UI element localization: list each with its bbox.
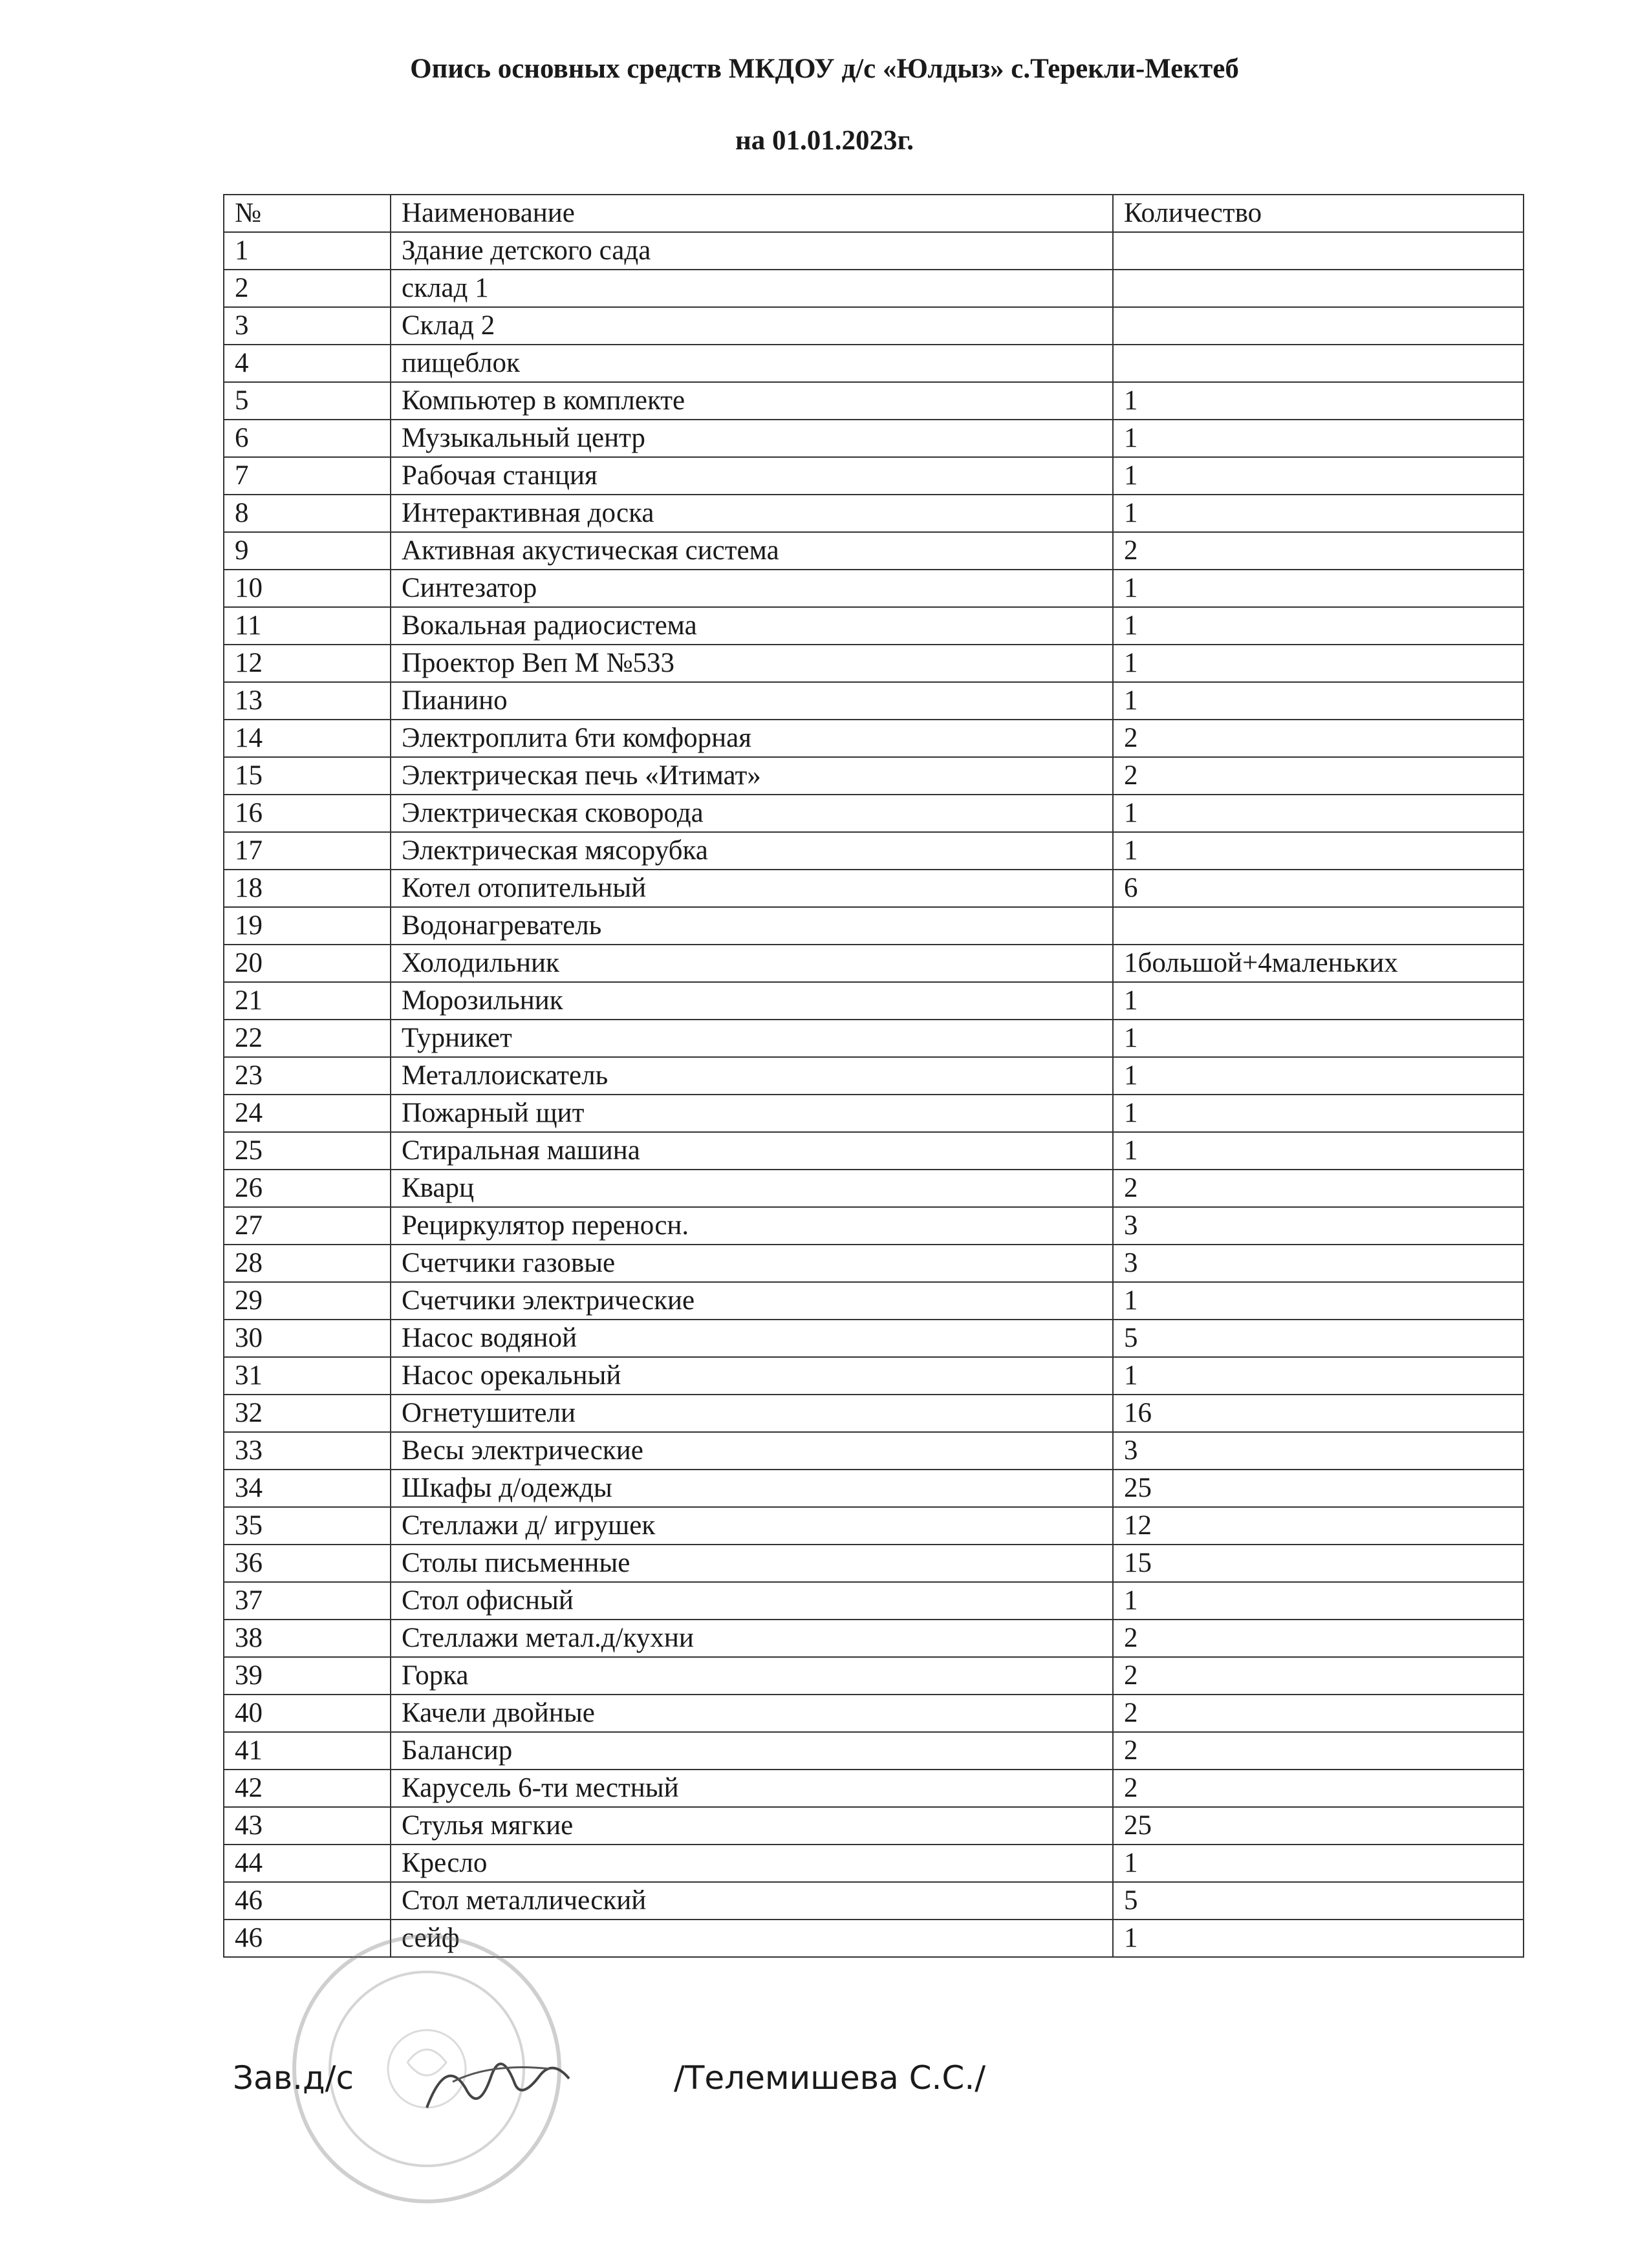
row-number: 18 [224, 870, 391, 907]
row-number: 24 [224, 1095, 391, 1132]
row-quantity: 3 [1113, 1432, 1524, 1470]
row-item-name: пищеблок [391, 345, 1113, 382]
table-row [224, 1620, 1524, 1657]
row-item-name: Электрическая печь «Итимат» [391, 757, 1113, 795]
row-item-name: Электроплита 6ти комфорная [391, 720, 1113, 757]
table-row [224, 757, 1524, 795]
row-item-name: Электрическая мясорубка [391, 832, 1113, 870]
row-quantity: 1 [1113, 1845, 1524, 1882]
table-row [224, 720, 1524, 757]
row-number: 1 [224, 232, 391, 270]
table-row [224, 1545, 1524, 1582]
row-quantity: 1 [1113, 457, 1524, 495]
table-row [224, 345, 1524, 382]
row-number: 29 [224, 1282, 391, 1320]
row-quantity: 2 [1113, 1770, 1524, 1807]
row-item-name: Счетчики газовые [391, 1245, 1113, 1282]
table-row [224, 945, 1524, 982]
table-row [224, 832, 1524, 870]
table-row [224, 1245, 1524, 1282]
row-quantity [1113, 907, 1524, 945]
table-row [224, 1432, 1524, 1470]
row-number: 37 [224, 1582, 391, 1620]
row-item-name: Рабочая станция [391, 457, 1113, 495]
table-header-row [224, 195, 1524, 232]
row-number: 46 [224, 1882, 391, 1920]
table-row [224, 1357, 1524, 1395]
row-quantity: 1 [1113, 382, 1524, 420]
table-row [224, 1470, 1524, 1507]
row-item-name: Здание детского сада [391, 232, 1113, 270]
table-row [224, 1732, 1524, 1770]
row-item-name: Рециркулятор переносн. [391, 1207, 1113, 1245]
row-item-name: Кресло [391, 1845, 1113, 1882]
row-quantity: 2 [1113, 720, 1524, 757]
row-quantity: 25 [1113, 1470, 1524, 1507]
document-title: Опись основных средств МКДОУ д/с «Юлдыз» с.Терекли-Мектеб [410, 54, 1239, 84]
row-item-name: Огнетушители [391, 1395, 1113, 1432]
row-item-name: сейф [391, 1920, 1113, 1957]
table-row [224, 1320, 1524, 1357]
row-number: 6 [224, 420, 391, 457]
row-number: 39 [224, 1657, 391, 1695]
row-number: 35 [224, 1507, 391, 1545]
table-row [224, 607, 1524, 645]
table-row [224, 1207, 1524, 1245]
row-item-name: Насос орекальный [391, 1357, 1113, 1395]
table-row [224, 907, 1524, 945]
table-row [224, 1395, 1524, 1432]
row-number: 26 [224, 1170, 391, 1207]
document-date: на 01.01.2023г. [735, 125, 914, 156]
row-number: 40 [224, 1695, 391, 1732]
table-row [224, 645, 1524, 682]
row-number: 46 [224, 1920, 391, 1957]
row-quantity: 2 [1113, 1732, 1524, 1770]
row-number: 10 [224, 570, 391, 607]
row-number: 16 [224, 795, 391, 832]
table-row [224, 1657, 1524, 1695]
table-row [224, 870, 1524, 907]
row-item-name: Стулья мягкие [391, 1807, 1113, 1845]
row-item-name: Металлоискатель [391, 1057, 1113, 1095]
row-number: 43 [224, 1807, 391, 1845]
row-quantity: 5 [1113, 1320, 1524, 1357]
row-quantity: 1большой+4маленьких [1113, 945, 1524, 982]
col-header-name: Наименование [391, 195, 1113, 232]
row-quantity: 2 [1113, 1620, 1524, 1657]
table-row [224, 232, 1524, 270]
table-row [224, 382, 1524, 420]
row-item-name: Синтезатор [391, 570, 1113, 607]
table-row [224, 420, 1524, 457]
row-quantity: 1 [1113, 1357, 1524, 1395]
table-row [224, 1770, 1524, 1807]
row-quantity: 1 [1113, 795, 1524, 832]
row-number: 7 [224, 457, 391, 495]
row-item-name: Стиральная машина [391, 1132, 1113, 1170]
row-number: 8 [224, 495, 391, 532]
row-item-name: Стол офисный [391, 1582, 1113, 1620]
row-item-name: Проектор Веп М №533 [391, 645, 1113, 682]
row-item-name: Горка [391, 1657, 1113, 1695]
row-number: 34 [224, 1470, 391, 1507]
table-row [224, 1282, 1524, 1320]
row-quantity [1113, 307, 1524, 345]
table-row [224, 1882, 1524, 1920]
row-number: 4 [224, 345, 391, 382]
row-quantity: 5 [1113, 1882, 1524, 1920]
row-number: 17 [224, 832, 391, 870]
row-item-name: Стол металлический [391, 1882, 1113, 1920]
row-number: 19 [224, 907, 391, 945]
row-quantity: 1 [1113, 1132, 1524, 1170]
table-row [224, 1807, 1524, 1845]
row-number: 20 [224, 945, 391, 982]
table-row [224, 795, 1524, 832]
row-item-name: Весы электрические [391, 1432, 1113, 1470]
row-number: 42 [224, 1770, 391, 1807]
row-item-name: Пианино [391, 682, 1113, 720]
row-number: 25 [224, 1132, 391, 1170]
table-row [224, 1507, 1524, 1545]
row-item-name: Стеллажи метал.д/кухни [391, 1620, 1113, 1657]
row-item-name: Счетчики электрические [391, 1282, 1113, 1320]
row-item-name: Стеллажи д/ игрушек [391, 1507, 1113, 1545]
col-header-quantity: Количество [1113, 195, 1524, 232]
row-item-name: Морозильник [391, 982, 1113, 1020]
table-row [224, 1057, 1524, 1095]
row-number: 11 [224, 607, 391, 645]
row-item-name: Кварц [391, 1170, 1113, 1207]
row-item-name: Водонагреватель [391, 907, 1113, 945]
row-number: 31 [224, 1357, 391, 1395]
row-number: 13 [224, 682, 391, 720]
table-row [224, 982, 1524, 1020]
row-number: 5 [224, 382, 391, 420]
table-row [224, 1845, 1524, 1882]
table-row [224, 307, 1524, 345]
row-quantity: 2 [1113, 757, 1524, 795]
row-number: 32 [224, 1395, 391, 1432]
row-number: 30 [224, 1320, 391, 1357]
row-number: 15 [224, 757, 391, 795]
row-item-name: Интерактивная доска [391, 495, 1113, 532]
row-item-name: Балансир [391, 1732, 1113, 1770]
row-quantity: 1 [1113, 1057, 1524, 1095]
row-quantity [1113, 345, 1524, 382]
row-quantity: 1 [1113, 682, 1524, 720]
row-number: 28 [224, 1245, 391, 1282]
row-number: 22 [224, 1020, 391, 1057]
table-row [224, 270, 1524, 307]
row-number: 21 [224, 982, 391, 1020]
row-quantity: 1 [1113, 645, 1524, 682]
row-quantity: 3 [1113, 1207, 1524, 1245]
row-quantity: 12 [1113, 1507, 1524, 1545]
row-quantity: 1 [1113, 982, 1524, 1020]
row-item-name: Пожарный щит [391, 1095, 1113, 1132]
row-number: 3 [224, 307, 391, 345]
row-quantity: 6 [1113, 870, 1524, 907]
row-quantity: 1 [1113, 607, 1524, 645]
row-number: 12 [224, 645, 391, 682]
row-number: 41 [224, 1732, 391, 1770]
row-item-name: Турникет [391, 1020, 1113, 1057]
row-quantity: 2 [1113, 1657, 1524, 1695]
table-row [224, 570, 1524, 607]
row-item-name: склад 1 [391, 270, 1113, 307]
row-item-name: Компьютер в комплекте [391, 382, 1113, 420]
footer-signatory-name: /Телемишева С.С./ [674, 2059, 986, 2097]
row-number: 14 [224, 720, 391, 757]
table-row [224, 1132, 1524, 1170]
row-item-name: Столы письменные [391, 1545, 1113, 1582]
row-item-name: Электрическая сковорода [391, 795, 1113, 832]
row-quantity: 1 [1113, 1020, 1524, 1057]
row-item-name: Насос водяной [391, 1320, 1113, 1357]
row-number: 2 [224, 270, 391, 307]
row-item-name: Холодильник [391, 945, 1113, 982]
row-quantity: 2 [1113, 532, 1524, 570]
table-row [224, 457, 1524, 495]
row-quantity: 2 [1113, 1695, 1524, 1732]
row-number: 23 [224, 1057, 391, 1095]
row-quantity: 1 [1113, 1095, 1524, 1132]
row-quantity: 1 [1113, 832, 1524, 870]
row-number: 44 [224, 1845, 391, 1882]
row-quantity: 3 [1113, 1245, 1524, 1282]
row-quantity: 1 [1113, 495, 1524, 532]
col-header-number: № [224, 195, 391, 232]
table-row [224, 1020, 1524, 1057]
row-item-name: Котел отопительный [391, 870, 1113, 907]
row-number: 9 [224, 532, 391, 570]
footer-role: Зав.д/с [233, 2059, 354, 2097]
row-quantity: 2 [1113, 1170, 1524, 1207]
row-quantity: 15 [1113, 1545, 1524, 1582]
row-item-name: Склад 2 [391, 307, 1113, 345]
row-quantity [1113, 232, 1524, 270]
row-quantity: 25 [1113, 1807, 1524, 1845]
row-quantity: 1 [1113, 420, 1524, 457]
row-item-name: Вокальная радиосистема [391, 607, 1113, 645]
row-item-name: Музыкальный центр [391, 420, 1113, 457]
row-number: 36 [224, 1545, 391, 1582]
handwritten-signature-icon [414, 2037, 582, 2127]
table-row [224, 1582, 1524, 1620]
row-quantity: 16 [1113, 1395, 1524, 1432]
row-number: 33 [224, 1432, 391, 1470]
row-number: 27 [224, 1207, 391, 1245]
row-item-name: Шкафы д/одежды [391, 1470, 1113, 1507]
inventory-table [223, 194, 1524, 1958]
row-item-name: Активная акустическая система [391, 532, 1113, 570]
row-quantity: 1 [1113, 1582, 1524, 1620]
row-quantity: 1 [1113, 570, 1524, 607]
table-row [224, 495, 1524, 532]
row-item-name: Карусель 6-ти местный [391, 1770, 1113, 1807]
table-row [224, 1095, 1524, 1132]
row-quantity: 1 [1113, 1282, 1524, 1320]
table-row [224, 1695, 1524, 1732]
row-quantity [1113, 270, 1524, 307]
row-item-name: Качели двойные [391, 1695, 1113, 1732]
table-row [224, 532, 1524, 570]
row-quantity: 1 [1113, 1920, 1524, 1957]
table-row [224, 1170, 1524, 1207]
row-number: 38 [224, 1620, 391, 1657]
table-row [224, 682, 1524, 720]
